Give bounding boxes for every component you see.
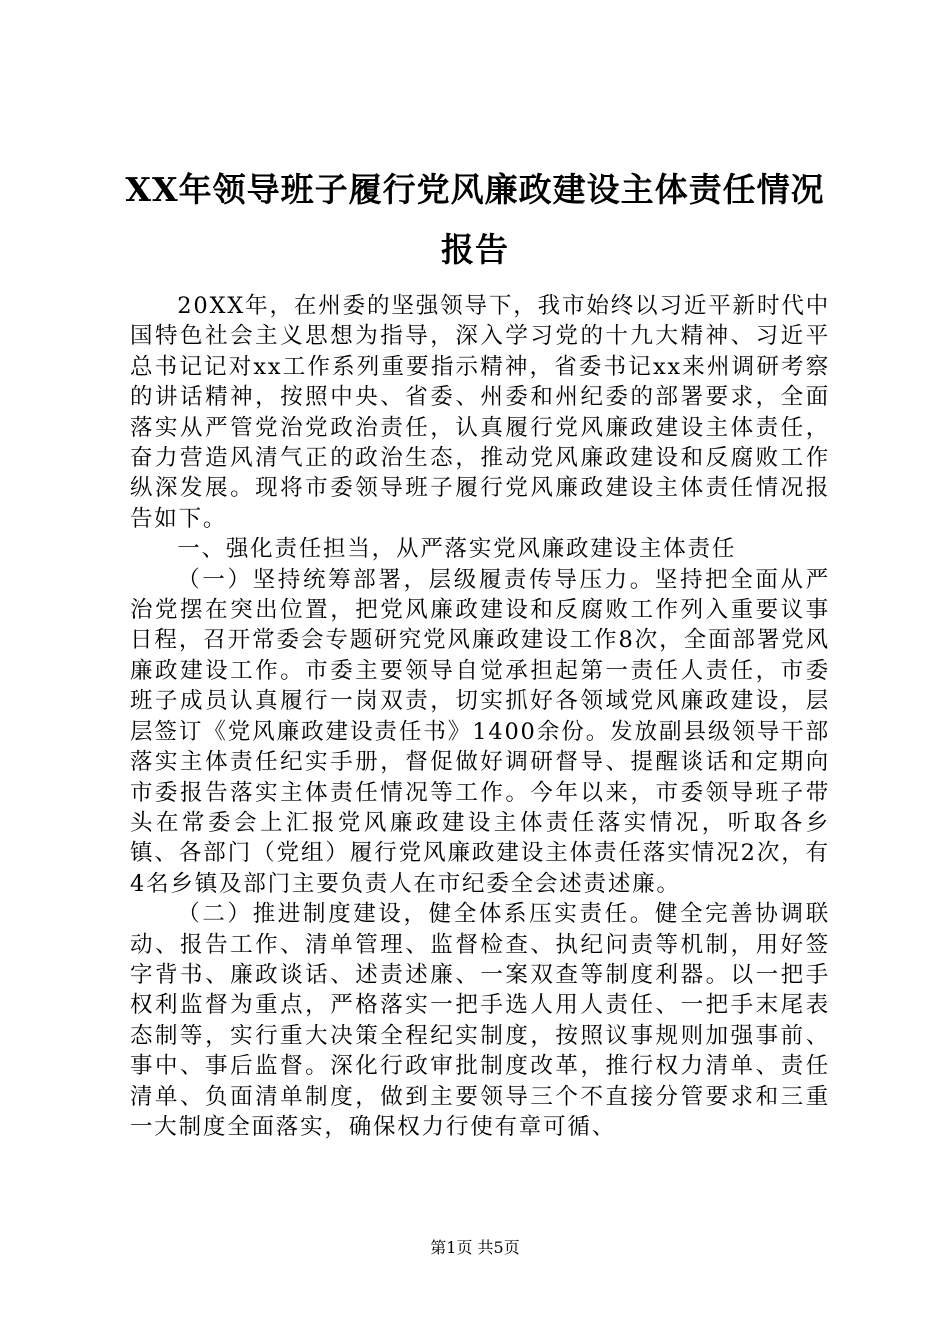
subsection-paragraph-2: （二）推进制度建设，健全体系压实责任。健全完善协调联动、报告工作、清单管理、监督检查、执纪问责等机制，用好签字背书、廉政谈话、述责述廉、一案双查等制度利器。以一把手权利监督为重点，严格落实一把手选人用人责任、一把手末尾表态制等，实行重大决策全程纪实制度，按照议事规则加强事前、事中、事后监督。深化行政审批制度改革，推行权力清单、责任清单、负面清单制度，做到主要领导三个不直接分管要求和三重一大制度全面落实，确保权力行使有章可循、: [130, 901, 830, 1140]
subsection-paragraph-1: （一）坚持统筹部署，层级履责传导压力。坚持把全面从严治党摆在突出位置，把党风廉政建设和反腐败工作列入重要议事日程，召开常委会专题研究党风廉政建设工作8次，全面部署党风廉政建设工作。市委主要领导自觉承担起第一责任人责任，市委班子成员认真履行一岗双责，切实抓好各领域党风廉政建设，层层签订《党风廉政建设责任书》1400余份。发放副县级领导干部落实主体责任纪实手册，督促做好调研督导、提醒谈话和定期向市委报告落实主体责任情况等工作。今年以来，市委领导班子带头在常委会上汇报党风廉政建设主体责任落实情况，听取各乡镇、各部门（党组）履行党风廉政建设主体责任落实情况2次，有4名乡镇及部门主要负责人在市纪委全会述责述廉。: [130, 566, 830, 897]
section-heading: 一、强化责任担当，从严落实党风廉政建设主体责任: [177, 536, 737, 563]
document-title: XX年领导班子履行党风廉政建设主体责任情况报告: [125, 170, 825, 269]
document-body: [130, 291, 830, 1142]
page-footer: 第1页 共5页: [430, 1238, 520, 1257]
intro-paragraph: 20XX年，在州委的坚强领导下，我市始终以习近平新时代中国特色社会主义思想为指导，深入学习党的十九大精神、习近平总书记记对xx工作系列重要指示精神，省委书记xx来州调研考察的讲话精神，按照中央、省委、州委和州纪委的部署要求，全面落实从严管党治党政治责任，认真履行党风廉政建设主体责任，奋力营造风清气正的政治生态，推动党风廉政建设和反腐败工作纵深发展。现将市委领导班子履行党风廉政建设主体责任情况报告如下。: [130, 293, 830, 532]
